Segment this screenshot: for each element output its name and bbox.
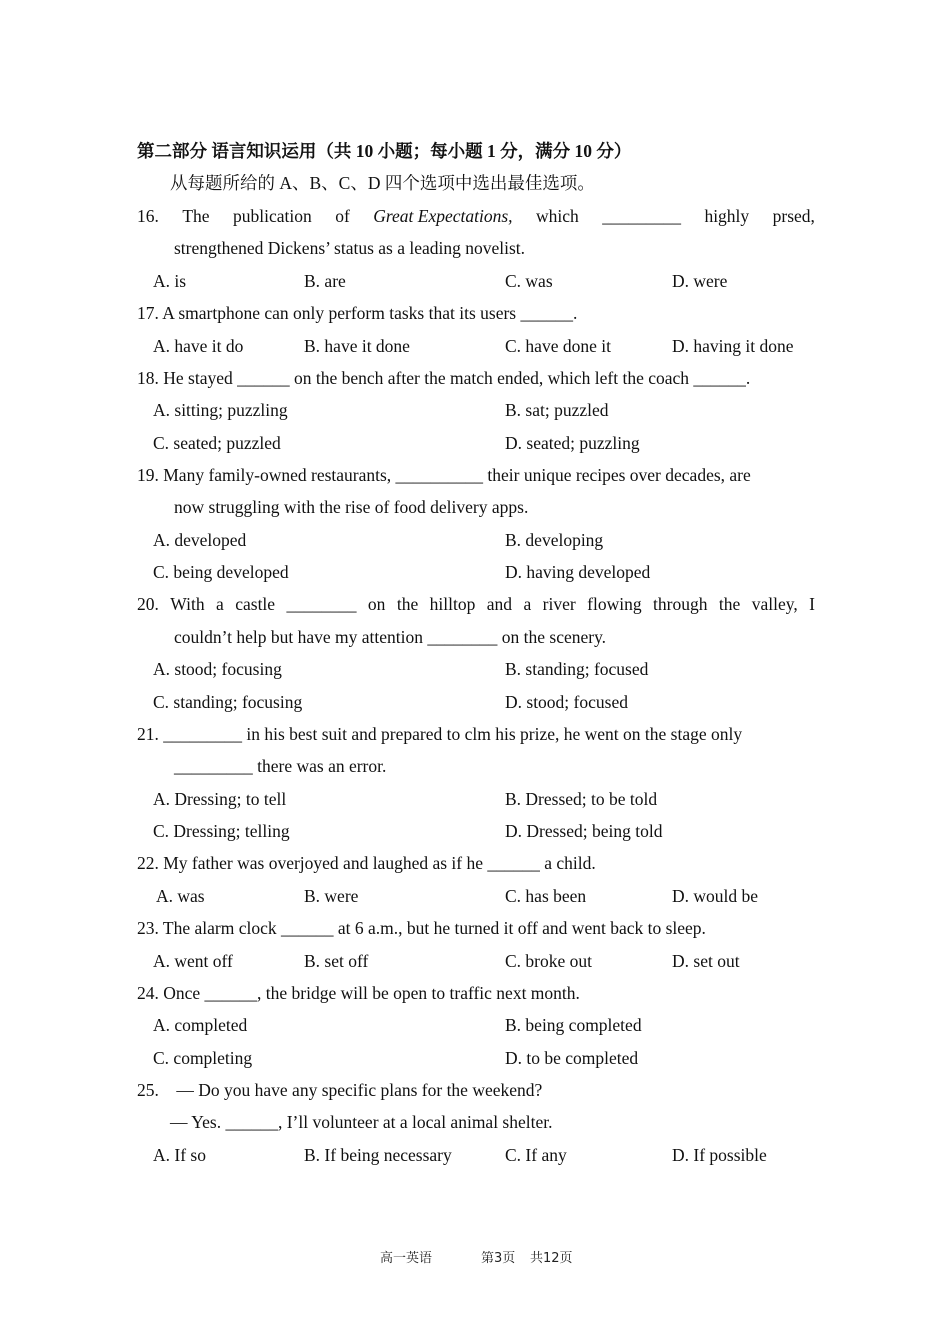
question-16-option-c: C. was	[505, 271, 553, 291]
question-18-option-d: D. seated; puzzling	[505, 433, 640, 453]
section-instruction: 从每题所给的 A、B、C、D 四个选项中选出最佳选项。	[170, 173, 595, 193]
question-19-option-a: A. developed	[153, 530, 247, 550]
footer-page-number: 第3页	[481, 1251, 516, 1266]
question-23-option-a: A. went off	[153, 951, 233, 971]
question-22-option-a: A. was	[156, 886, 205, 906]
question-21-line2: _________ there was an error.	[174, 756, 387, 776]
question-20-option-a: A. stood; focusing	[153, 659, 282, 679]
footer-subject: 高一英语	[380, 1251, 433, 1266]
question-20-option-b: B. standing; focused	[505, 659, 649, 679]
question-16-option-b: B. are	[304, 271, 346, 291]
question-21-option-c: C. Dressing; telling	[153, 821, 290, 841]
question-25-option-d: D. If possible	[672, 1145, 767, 1165]
question-21-option-d: D. Dressed; being told	[505, 821, 663, 841]
question-17-option-c: C. have done it	[505, 336, 611, 356]
question-21-line1: 21. _________ in his best suit and prepared to clm his prize, he went on the stage only	[137, 724, 743, 744]
question-19-line1: 19. Many family-owned restaurants, __________ their unique recipes over decades, are	[137, 465, 751, 485]
question-18-line1: 18. He stayed ______ on the bench after the match ended, which left the coach ______.	[137, 368, 751, 388]
question-23-line1: 23. The alarm clock ______ at 6 a.m., but he turned it off and went back to sleep.	[137, 918, 706, 938]
question-16-line1: 16. The publication of Great Expectations, which _________ highly prsed,	[137, 206, 815, 226]
question-18-option-c: C. seated; puzzled	[153, 433, 281, 453]
question-24-option-d: D. to be completed	[505, 1048, 639, 1068]
question-25-option-b: B. If being necessary	[304, 1145, 452, 1165]
section-heading: 第二部分 语言知识运用（共 10 小题；每小题 1 分，满分 10 分）	[137, 141, 632, 161]
question-19-option-b: B. developing	[505, 530, 604, 550]
question-17-option-d: D. having it done	[672, 336, 794, 356]
question-25-line1: 25. — Do you have any specific plans for the weekend?	[137, 1080, 543, 1100]
question-16-option-d: D. were	[672, 271, 728, 291]
question-24-option-c: C. completing	[153, 1048, 253, 1068]
question-18-option-a: A. sitting; puzzling	[153, 400, 288, 420]
question-18-option-b: B. sat; puzzled	[505, 400, 609, 420]
question-22-option-b: B. were	[304, 886, 359, 906]
question-21-option-a: A. Dressing; to tell	[153, 789, 287, 809]
question-20-option-d: D. stood; focused	[505, 692, 628, 712]
question-20-line2: couldn’t help but have my attention ________ on the scenery.	[174, 627, 607, 647]
question-19-option-c: C. being developed	[153, 562, 289, 582]
question-24-line1: 24. Once ______, the bridge will be open to traffic next month.	[137, 983, 580, 1003]
question-21-option-b: B. Dressed; to be told	[505, 789, 658, 809]
question-16-line2: strengthened Dickens’ status as a leading novelist.	[174, 238, 526, 258]
question-17-option-b: B. have it done	[304, 336, 410, 356]
question-25-option-a: A. If so	[153, 1145, 206, 1165]
question-22-option-d: D. would be	[672, 886, 759, 906]
footer-total-pages: 共12页	[530, 1251, 573, 1266]
question-24-option-a: A. completed	[153, 1015, 248, 1035]
question-20-option-c: C. standing; focusing	[153, 692, 303, 712]
question-23-option-c: C. broke out	[505, 951, 593, 971]
question-25-option-c: C. If any	[505, 1145, 567, 1165]
question-23-option-d: D. set out	[672, 951, 740, 971]
question-16-option-a: A. is	[153, 271, 187, 291]
question-17-line1: 17. A smartphone can only perform tasks that its users ______.	[137, 303, 578, 323]
question-19-line2: now struggling with the rise of food delivery apps.	[174, 497, 529, 517]
question-17-option-a: A. have it do	[153, 336, 244, 356]
question-22-line1: 22. My father was overjoyed and laughed as if he ______ a child.	[137, 853, 596, 873]
question-25-line2: — Yes. ______, I’ll volunteer at a local animal shelter.	[170, 1112, 553, 1132]
question-19-option-d: D. having developed	[505, 562, 651, 582]
question-22-option-c: C. has been	[505, 886, 587, 906]
question-20-line1: 20. With a castle ________ on the hilltop and a river flowing through the valley, I	[137, 594, 815, 614]
question-24-option-b: B. being completed	[505, 1015, 642, 1035]
question-23-option-b: B. set off	[304, 951, 369, 971]
